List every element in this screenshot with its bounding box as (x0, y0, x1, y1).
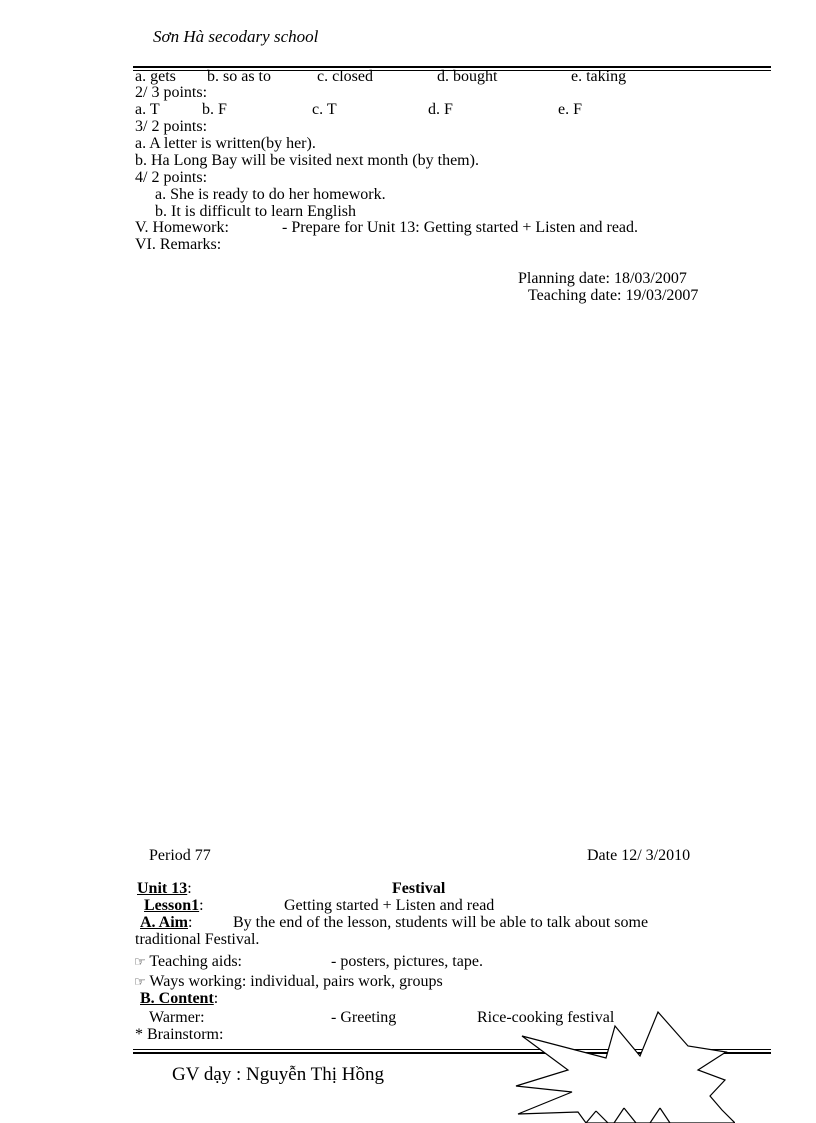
teaching-date: Teaching date: 19/03/2007 (528, 287, 699, 304)
period-number: Period 77 (149, 847, 211, 864)
unit-colon: : (187, 880, 192, 897)
lesson-heading (144, 897, 204, 914)
answer-2e: e. F (558, 101, 582, 118)
unit-label: Unit 13 (137, 880, 188, 897)
ways-working-text: Ways working: individual, pairs work, groups (149, 973, 443, 990)
brainstorm-label: * Brainstorm: (135, 1026, 224, 1043)
pointing-hand-icon: ☞ (134, 954, 146, 969)
answer-1d: d. bought (437, 68, 498, 85)
answer-2d: d. F (428, 101, 453, 118)
lesson-label: Lesson1 (144, 897, 200, 914)
q3-title: 3/ 2 points: (135, 118, 208, 135)
content-colon: : (213, 990, 219, 1007)
answer-1e: e. taking (571, 68, 627, 85)
teaching-aids-text: - posters, pictures, tape. (331, 953, 483, 970)
q4-a: a. She is ready to do her homework. (155, 186, 386, 203)
aim-text: By the end of the lesson, students will be able to talk about some (233, 914, 649, 931)
unit-title: Festival (392, 880, 446, 897)
warmer-note: Rice-cooking festival (477, 1009, 615, 1026)
teacher-footer: GV dạy : Nguyễn Thị Hồng (172, 1064, 384, 1085)
warmer-label: Warmer: (149, 1009, 205, 1026)
ways-working-row (134, 973, 443, 990)
answer-2c: c. T (312, 101, 337, 118)
answer-1b: b. so as to (207, 68, 271, 85)
aim-label: A. Aim (140, 914, 188, 931)
remarks-label: VI. Remarks: (135, 236, 222, 253)
q3-a: a. A letter is written(by her). (135, 135, 316, 152)
answer-2b: b. F (202, 101, 227, 118)
answer-1a: a. gets (135, 68, 176, 85)
q2-title: 2/ 3 points: (135, 84, 208, 101)
lesson-text: Getting started + Listen and read (284, 897, 495, 914)
aim-heading (140, 914, 192, 931)
warmer-text: - Greeting (331, 1009, 397, 1026)
content-label: B. Content (140, 990, 214, 1007)
q4-title: 4/ 2 points: (135, 169, 208, 186)
aim-colon: : (188, 914, 193, 931)
starburst-shape (510, 1008, 735, 1123)
teaching-aids-row (134, 953, 242, 970)
lesson-colon: : (199, 897, 204, 914)
unit-heading (137, 880, 192, 897)
homework-label: V. Homework: (135, 219, 229, 236)
answer-2a: a. T (135, 101, 160, 118)
answer-1c: c. closed (317, 68, 373, 85)
content-heading (140, 990, 218, 1007)
teaching-aids-label: Teaching aids: (149, 953, 242, 970)
q3-b: b. Ha Long Bay will be visited next month (by them). (135, 152, 479, 169)
pointing-hand-icon: ☞ (134, 974, 146, 989)
planning-date: Planning date: 18/03/2007 (518, 270, 687, 287)
school-header: Sơn Hà secodary school (153, 27, 319, 46)
aim-text-continued: traditional Festival. (135, 931, 260, 948)
lesson-date: Date 12/ 3/2010 (587, 847, 691, 864)
homework-text: - Prepare for Unit 13: Getting started + Listen and read. (282, 219, 639, 236)
q4-b: b. It is difficult to learn English (155, 203, 357, 220)
